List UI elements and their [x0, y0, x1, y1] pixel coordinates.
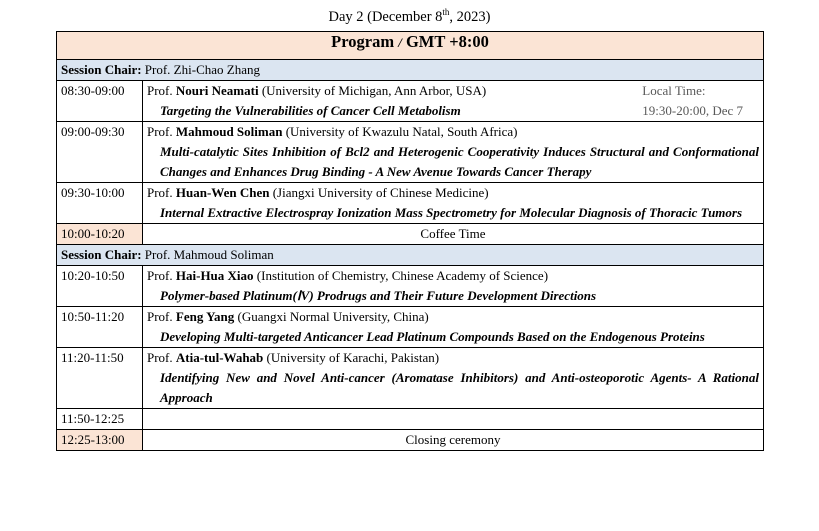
talk-time: 09:00-09:30 [57, 122, 143, 183]
session-chair-label: Session Chair: [61, 62, 142, 77]
talk-time: 09:30-10:00 [57, 183, 143, 224]
session-chair-name: Prof. Mahmoud Soliman [144, 247, 274, 262]
speaker-prefix: Prof. [147, 268, 173, 283]
empty-slot-row [57, 409, 764, 430]
talk-row [57, 81, 764, 122]
program-table [56, 31, 764, 451]
break-row [57, 224, 764, 245]
speaker-affiliation: (Institution of Chemistry, Chinese Academy of Science) [256, 268, 549, 283]
session-chair-row [57, 245, 764, 266]
speaker-affiliation: (University of Michigan, Ann Arbor, USA) [261, 83, 487, 98]
day-title-year: , 2023) [449, 8, 491, 25]
session-chair [57, 245, 764, 266]
speaker-name: Huan-Wen Chen [175, 185, 270, 200]
day-title-text: Day 2 (December 8 [328, 8, 443, 25]
speaker-affiliation: (Jiangxi University of Chinese Medicine) [272, 185, 489, 200]
speaker-prefix: Prof. [147, 124, 173, 139]
talk-row [57, 266, 764, 307]
timezone-label: GMT +8:00 [405, 32, 489, 51]
speaker-name: Feng Yang [175, 309, 235, 324]
speaker-prefix: Prof. [147, 83, 173, 98]
talk-title: Identifying New and Novel Anti-cancer (Aromatase Inhibitors) and Anti-osteoporotic Agents- A Rational Approach [160, 370, 759, 405]
talk-row [57, 348, 764, 409]
empty-slot-cell [143, 409, 764, 430]
speaker-name: Nouri Neamati [175, 83, 259, 98]
talk-title: Internal Extractive Electrospray Ionization Mass Spectrometry for Molecular Diagnosis of Thoracic Tumors [160, 205, 743, 220]
program-header [57, 32, 764, 60]
talk-title: Multi-catalytic Sites Inhibition of Bcl2 and Heterogenic Cooperativity Induces Structural and Conformational Changes and Enhances Drug Binding - A New Avenue Towards Cancer Therapy [160, 144, 759, 179]
talk-time: 10:20-10:50 [57, 266, 143, 307]
day-title-sup: th [442, 7, 450, 17]
talk-time: 11:20-11:50 [57, 348, 143, 409]
empty-slot-time: 11:50-12:25 [57, 409, 143, 430]
speaker-name: Mahmoud Soliman [175, 124, 283, 139]
closing-time: 12:25-13:00 [57, 430, 143, 451]
talk-time: 10:50-11:20 [57, 307, 143, 348]
speaker-line [147, 124, 517, 139]
day-title [0, 7, 819, 26]
session-chair-label: Session Chair: [61, 247, 142, 262]
speaker-name: Atia-tul-Wahab [175, 350, 264, 365]
speaker-affiliation: (Guangxi Normal University, China) [237, 309, 429, 324]
talk-row [57, 183, 764, 224]
speaker-line [147, 268, 548, 283]
break-time: 10:00-10:20 [57, 224, 143, 245]
closing-row [57, 430, 764, 451]
talk-title: Polymer-based Platinum(ⅠV) Prodrugs and Their Future Development Directions [160, 288, 597, 303]
talk-row [57, 307, 764, 348]
speaker-prefix: Prof. [147, 350, 173, 365]
talk-details [143, 183, 764, 224]
local-time-value: 19:30-20:00, Dec 7 [642, 103, 743, 118]
coffee-time-label: Coffee Time [143, 224, 764, 245]
talk-time: 08:30-09:00 [57, 81, 143, 122]
talk-title: Developing Multi-targeted Anticancer Lead Platinum Compounds Based on the Endogenous Proteins [160, 329, 705, 344]
talk-title: Targeting the Vulnerabilities of Cancer Cell Metabolism [160, 103, 461, 118]
speaker-line [147, 350, 439, 365]
session-chair [57, 60, 764, 81]
speaker-prefix: Prof. [147, 185, 173, 200]
program-label: Program [331, 32, 395, 51]
speaker-affiliation: (University of Kwazulu Natal, South Africa) [285, 124, 518, 139]
talk-details [143, 81, 764, 122]
speaker-prefix: Prof. [147, 309, 173, 324]
local-time-label: Local Time: [642, 83, 706, 98]
program-header-row [57, 32, 764, 60]
talk-details [143, 122, 764, 183]
closing-ceremony-label: Closing ceremony [143, 430, 764, 451]
local-time-note [642, 81, 743, 121]
session-chair-row [57, 60, 764, 81]
session-chair-name: Prof. Zhi-Chao Zhang [144, 62, 260, 77]
talk-details [143, 348, 764, 409]
speaker-line [147, 309, 429, 324]
talk-details [143, 307, 764, 348]
talk-row [57, 122, 764, 183]
talk-details [143, 266, 764, 307]
speaker-name: Hai-Hua Xiao [175, 268, 254, 283]
speaker-affiliation: (University of Karachi, Pakistan) [266, 350, 440, 365]
speaker-line [147, 185, 489, 200]
header-slash: / [398, 35, 402, 50]
